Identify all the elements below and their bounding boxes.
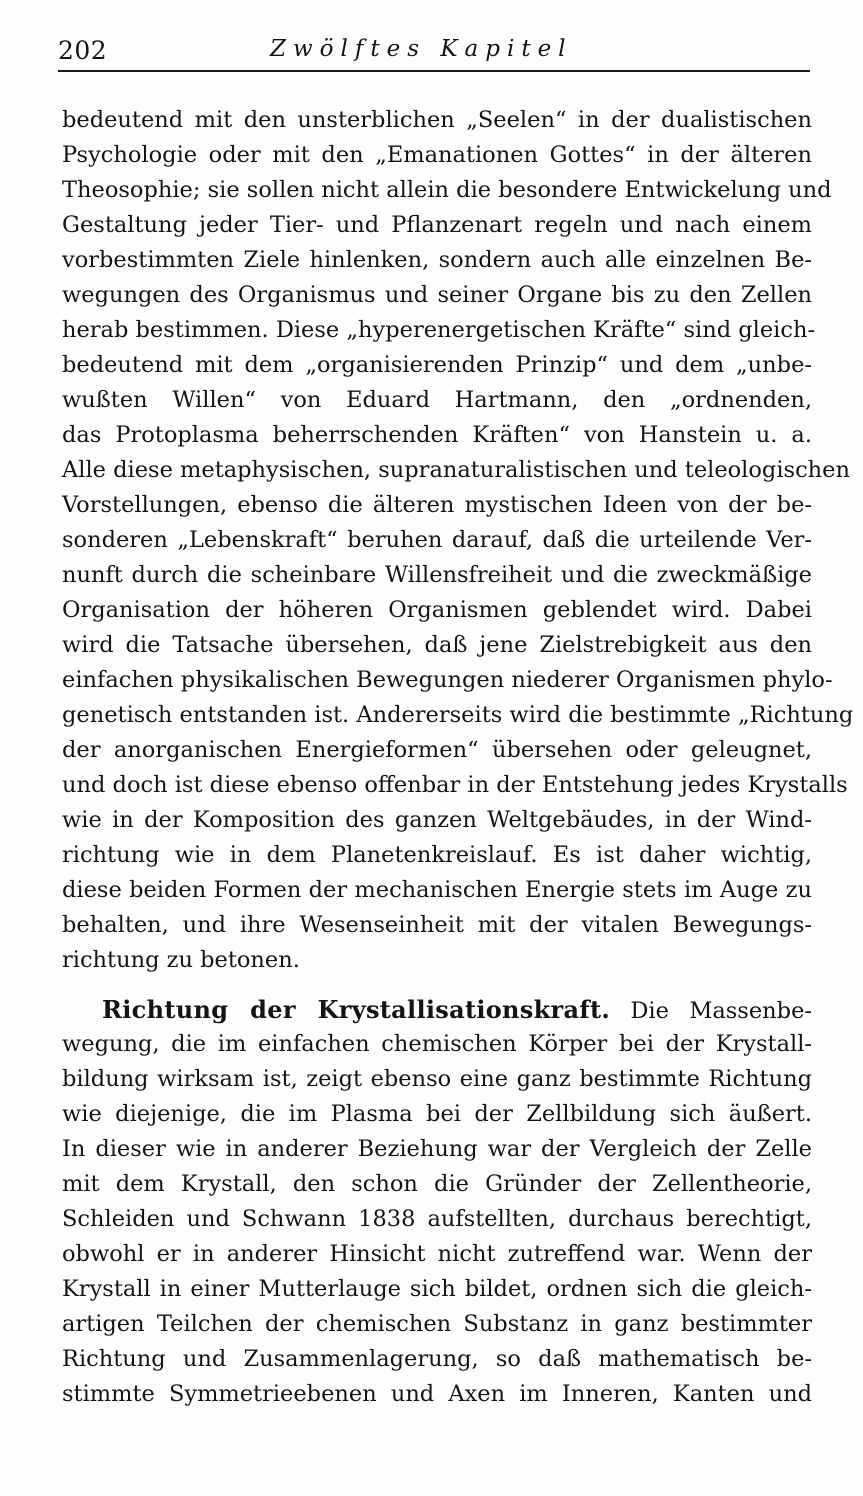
text-line: der anorganischen Energieformen“ übersehen oder geleugnet,: [62, 737, 812, 763]
text-line: Theosophie; sie sollen nicht allein die besondere Entwickelung und: [62, 177, 832, 203]
text-line: Organisation der höheren Organismen geblendet wird. Dabei: [62, 597, 812, 623]
text-line: bedeutend mit den unsterblichen „Seelen“ in der dualistischen: [62, 107, 812, 133]
text-line: Schleiden und Schwann 1838 aufstellten, durchaus berechtigt,: [62, 1206, 812, 1232]
text-line: wußten Willen“ von Eduard Hartmann, den „ordnenden,: [62, 387, 812, 413]
text-line: behalten, und ihre Wesenseinheit mit der vitalen Bewegungs-: [62, 912, 812, 938]
header-rule: [58, 70, 810, 72]
text-line: diese beiden Formen der mechanischen Energie stets im Auge zu: [62, 877, 812, 903]
section-first-line: [62, 992, 812, 1027]
running-head: Zwölftes Kapitel: [270, 36, 573, 62]
text-line: bildung wirksam ist, zeigt ebenso eine ganz bestimmte Richtung: [62, 1066, 812, 1092]
text-line: richtung wie in dem Planetenkreislauf. Es ist daher wichtig,: [62, 842, 812, 868]
paragraph-gap: [62, 978, 812, 992]
text-line: obwohl er in anderer Hinsicht nicht zutreffend war. Wenn der: [62, 1241, 812, 1267]
text-line: Gestaltung jeder Tier- und Pflanzenart regeln und nach einem: [62, 212, 812, 238]
text-line: das Protoplasma beherrschenden Kräften“ von Hanstein u. a.: [62, 422, 812, 448]
text-line: Psychologie oder mit den „Emanationen Gottes“ in der älteren: [62, 142, 812, 168]
section-title: Richtung der Krystallisationskraft.: [102, 995, 611, 1024]
text-line: nunft durch die scheinbare Willensfreiheit und die zweckmäßige: [62, 562, 812, 588]
text-line: wird die Tatsache übersehen, daß jene Zielstrebigkeit aus den: [62, 632, 812, 658]
text-line: vorbestimmten Ziele hinlenken, sondern auch alle einzelnen Be-: [62, 247, 812, 273]
text-line: wie in der Komposition des ganzen Weltgebäudes, in der Wind-: [62, 807, 812, 833]
text-line: Krystall in einer Mutterlauge sich bildet, ordnen sich die gleich-: [62, 1276, 812, 1302]
text-line: Alle diese metaphysischen, supranaturalistischen und teleologischen: [62, 457, 850, 483]
text-line: genetisch entstanden ist. Andererseits wird die bestimmte „Richtung: [62, 702, 854, 728]
text-line: einfachen physikalischen Bewegungen niederer Organismen phylo-: [62, 667, 833, 693]
text-line: sonderen „Lebenskraft“ beruhen darauf, daß die urteilende Ver-: [62, 527, 812, 553]
text-line: stimmte Symmetrieebenen und Axen im Inneren, Kanten und: [62, 1381, 812, 1407]
text-line: wie diejenige, die im Plasma bei der Zellbildung sich äußert.: [62, 1101, 812, 1127]
section-paragraph: [62, 992, 812, 1412]
page-header: [58, 32, 810, 72]
text-line: In dieser wie in anderer Beziehung war der Vergleich der Zelle: [62, 1136, 812, 1162]
text-line: Richtung und Zusammenlagerung, so daß mathematisch be-: [62, 1346, 812, 1372]
section-first-line-text: Die Massenbe-: [630, 998, 812, 1024]
text-line: herab bestimmen. Diese „hyperenergetischen Kräfte“ sind gleich-: [62, 317, 816, 343]
text-line: wegung, die im einfachen chemischen Körper bei der Krystall-: [62, 1031, 812, 1057]
text-line: artigen Teilchen der chemischen Substanz in ganz bestimmter: [62, 1311, 812, 1337]
body-text: [62, 103, 854, 1412]
text-line: wegungen des Organismus und seiner Organe bis zu den Zellen: [62, 282, 812, 308]
text-line: Vorstellungen, ebenso die älteren mystischen Ideen von der be-: [62, 492, 812, 518]
text-line: mit dem Krystall, den schon die Gründer der Zellentheorie,: [62, 1171, 812, 1197]
text-line: richtung zu betonen.: [62, 947, 300, 973]
paragraph-1: [62, 103, 854, 978]
text-line: bedeutend mit dem „organisierenden Prinzip“ und dem „unbe-: [62, 352, 812, 378]
text-line: und doch ist diese ebenso offenbar in der Entstehung jedes Krystalls: [62, 772, 848, 798]
page-number: 202: [58, 36, 108, 65]
